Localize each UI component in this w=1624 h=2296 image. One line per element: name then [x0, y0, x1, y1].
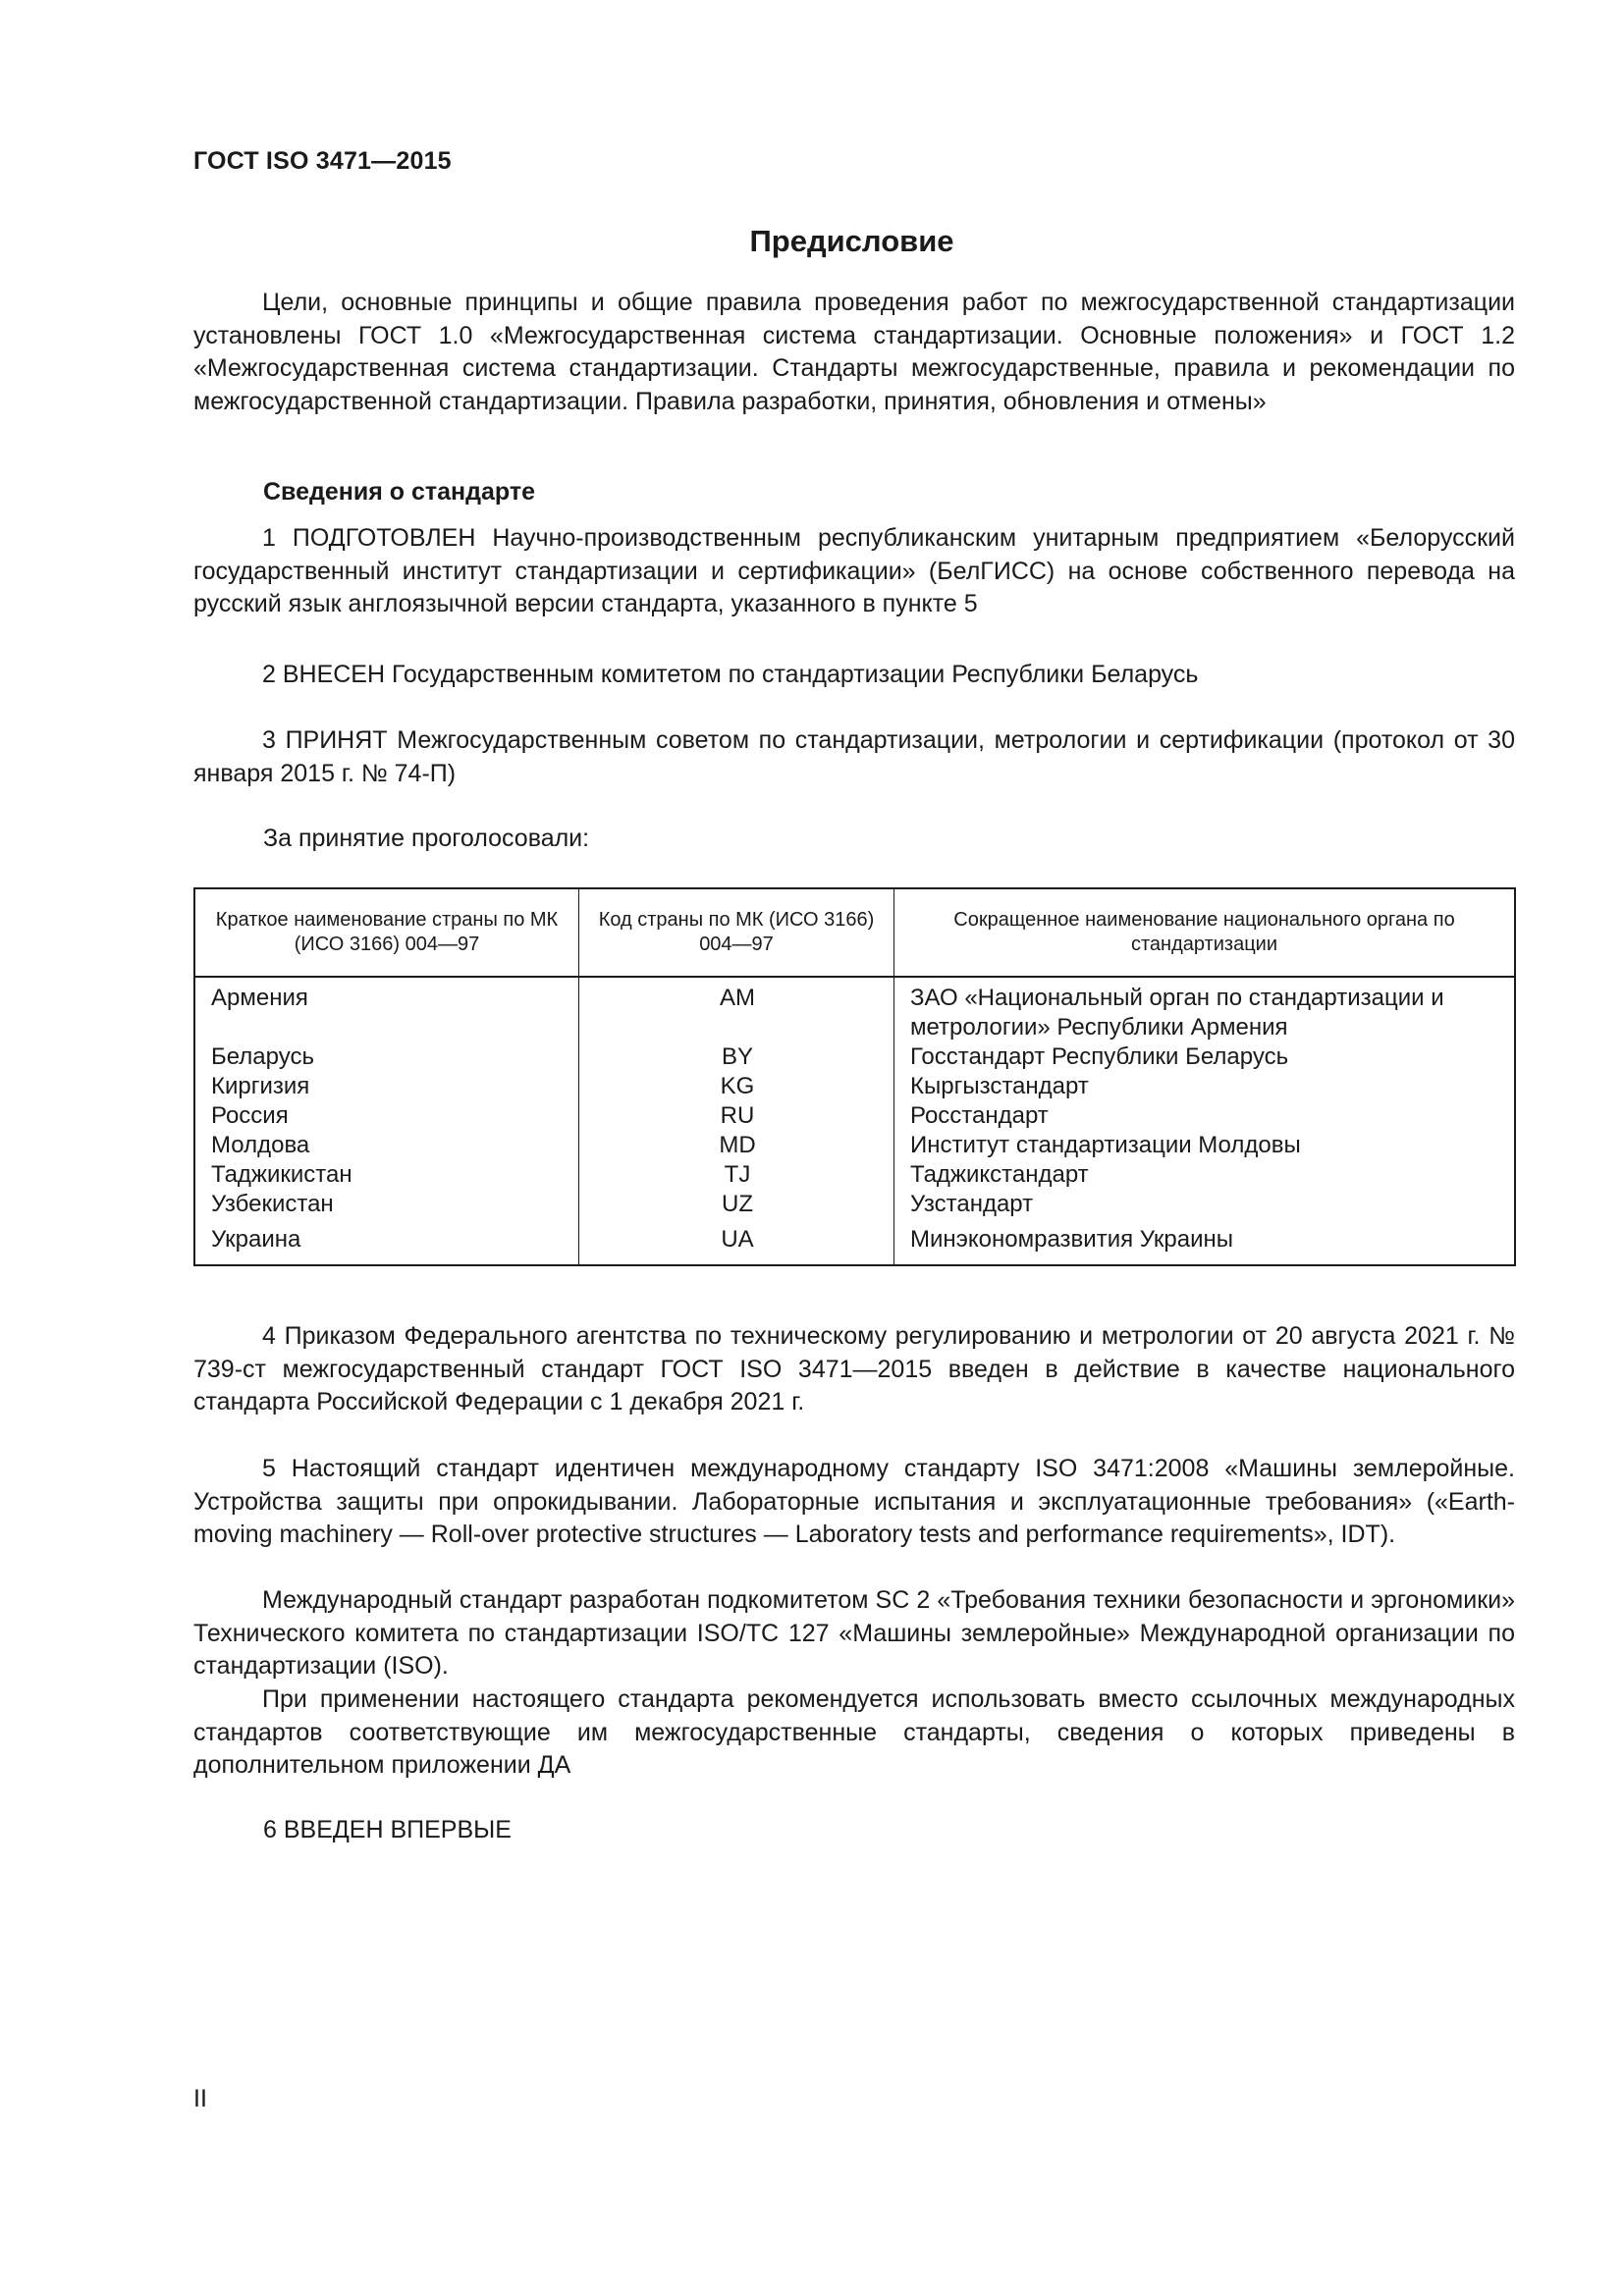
country-cell: Узбекистан	[194, 1190, 579, 1219]
country-cell: Украина	[194, 1219, 579, 1265]
column-header-code: Код страны по МК (ИСО 3166) 004—97	[579, 888, 894, 977]
item-5: 5 Настоящий стандарт идентичен международному стандарту ISO 3471:2008 «Машины землеройные. Устройства защиты при опрокидывании. Лабораторные испытания и эксплуатационные требования» («Earth-moving machinery — Roll-over protective structures — Laboratory tests and performance requirements», IDT).	[193, 1455, 1515, 1548]
item-3: 3 ПРИНЯТ Межгосударственным советом по стандартизации, метрологии и сертификации (протокол от 30 января 2015 г. № 74-П)	[193, 726, 1515, 787]
subheading: Сведения о стандарте	[263, 478, 536, 506]
item-5-paragraph-3: При применении настоящего стандарта рекомендуется использовать вместо ссылочных международных стандартов соответствующие им межгосударственные стандарты, сведения о которых приведены в дополнительном приложении ДА	[193, 1685, 1515, 1779]
code-cell: UZ	[579, 1190, 894, 1219]
vote-label: За принятие проголосовали:	[263, 825, 590, 852]
column-header-country: Краткое наименование страны по МК (ИСО 3166) 004—97	[194, 888, 579, 977]
body-cell: Институт стандартизации Молдовы	[894, 1131, 1516, 1160]
code-cell: MD	[579, 1131, 894, 1160]
code-cell: UA	[579, 1219, 894, 1265]
code-cell: RU	[579, 1101, 894, 1131]
body-cell: ЗАО «Национальный орган по стандартизации и метрологии» Республики Армения	[894, 977, 1516, 1042]
item-6: 6 ВВЕДЕН ВПЕРВЫЕ	[263, 1816, 512, 1843]
code-cell: TJ	[579, 1160, 894, 1190]
body-cell: Таджикстандарт	[894, 1160, 1516, 1190]
page-number: II	[193, 2085, 207, 2112]
body-cell: Кыргызстандарт	[894, 1072, 1516, 1101]
table-row	[194, 1101, 1515, 1131]
country-cell: Армения	[194, 977, 579, 1042]
table-row	[194, 1190, 1515, 1219]
page-title: Предисловие	[749, 224, 954, 258]
country-cell: Беларусь	[194, 1042, 579, 1072]
item-2: 2 ВНЕСЕН Государственным комитетом по стандартизации Республики Беларусь	[262, 661, 1199, 688]
country-cell: Россия	[194, 1101, 579, 1131]
column-header-body: Сокращенное наименование национального органа по стандартизации	[894, 888, 1516, 977]
body-cell: Узстандарт	[894, 1190, 1516, 1219]
body-cell: Госстандарт Республики Беларусь	[894, 1042, 1516, 1072]
item-4: 4 Приказом Федерального агентства по техническому регулированию и метрологии от 20 августа 2021 г. № 739-ст межгосударственный стандарт ГОСТ ISO 3471—2015 введен в действие в качестве национального стандарта Российской Федерации с 1 декабря 2021 г.	[193, 1322, 1515, 1415]
table-row	[194, 1219, 1515, 1265]
code-cell: KG	[579, 1072, 894, 1101]
country-cell: Киргизия	[194, 1072, 579, 1101]
table-row	[194, 1072, 1515, 1101]
voting-table	[193, 887, 1516, 1266]
body-cell: Росстандарт	[894, 1101, 1516, 1131]
standard-designation: ГОСТ ISO 3471—2015	[193, 147, 452, 175]
country-cell: Молдова	[194, 1131, 579, 1160]
intro-paragraph: Цели, основные принципы и общие правила проведения работ по межгосударственной стандартизации установлены ГОСТ 1.0 «Межгосударственная система стандартизации. Основные положения» и ГОСТ 1.2 «Межгосударственная система стандартизации. Стандарты межгосударственные, правила и рекомендации по межгосударственной стандартизации. Правила разработки, принятия, обновления и отмены»	[193, 289, 1515, 415]
table-row	[194, 1042, 1515, 1072]
item-5-paragraph-2: Международный стандарт разработан подкомитетом SC 2 «Требования техники безопасности и эргономики» Технического комитета по стандартизации ISO/TC 127 «Машины землеройные» Международной организации по стандартизации (ISO).	[193, 1586, 1515, 1680]
table-row	[194, 1131, 1515, 1160]
code-cell: AM	[579, 977, 894, 1042]
code-cell: BY	[579, 1042, 894, 1072]
table-row	[194, 1160, 1515, 1190]
country-cell: Таджикистан	[194, 1160, 579, 1190]
item-1: 1 ПОДГОТОВЛЕН Научно-производственным республиканским унитарным предприятием «Белорусский государственный институт стандартизации и сертификации» (БелГИСС) на основе собственного перевода на русский язык англоязычной версии стандарта, указанного в пункте 5	[193, 524, 1515, 617]
table-row	[194, 977, 1515, 1042]
body-cell: Минэкономразвития Украины	[894, 1219, 1516, 1265]
table-header-row	[194, 888, 1515, 977]
